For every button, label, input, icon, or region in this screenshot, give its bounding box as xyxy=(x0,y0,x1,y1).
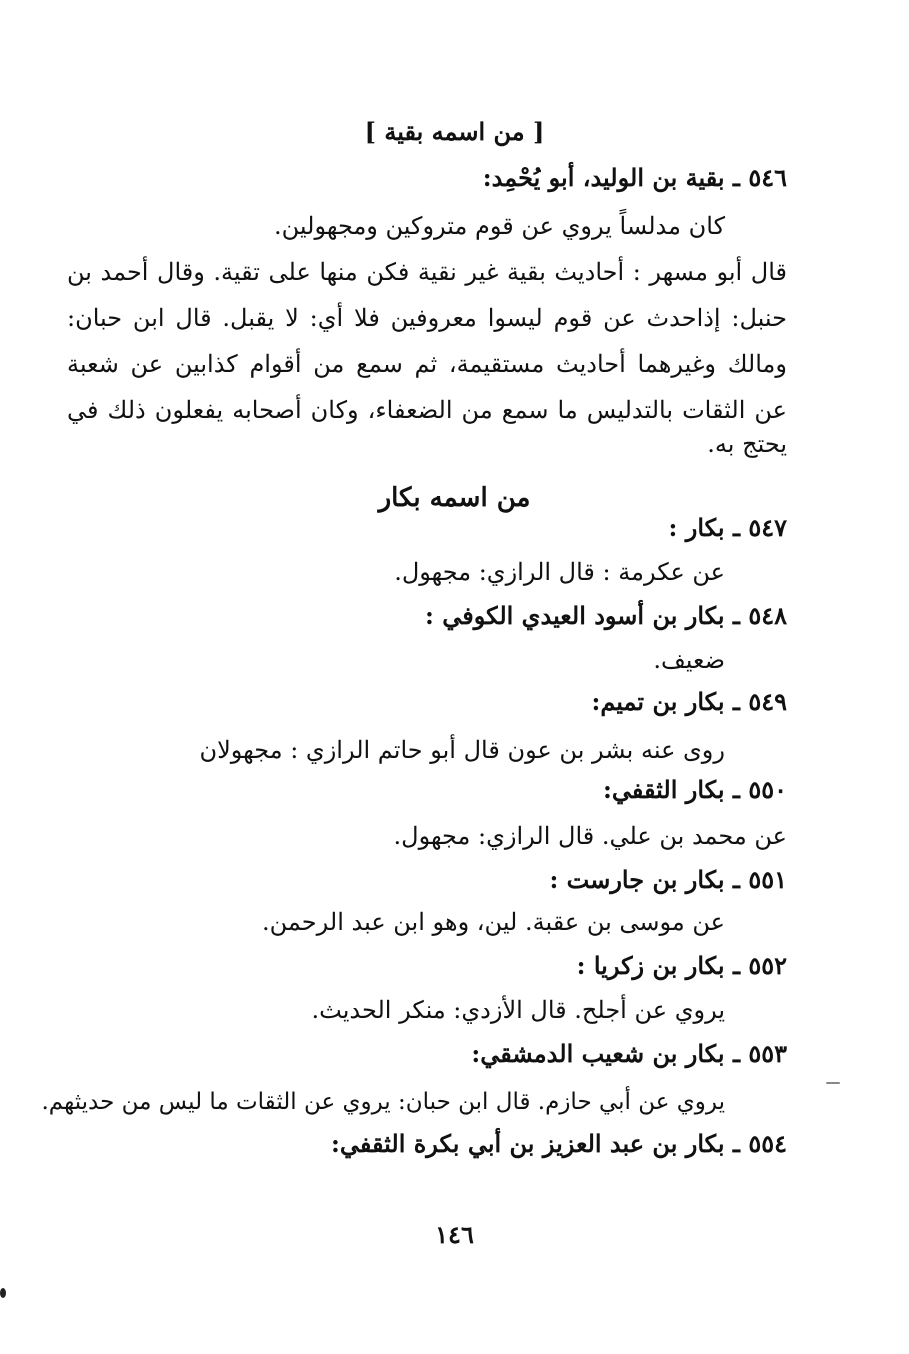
entry-551-title: ٥٥١ ـ بكار بن جارست : xyxy=(549,865,787,894)
section-heading-baqiyya: [ من اسمه بقية ] xyxy=(364,117,545,146)
entry-546-line-3: حنبل: إذاحدث عن قوم ليسوا معروفين فلا أي: لا يقبل. قال ابن حبان: xyxy=(67,304,787,332)
entry-547-title: ٥٤٧ ـ بكار : xyxy=(668,513,787,542)
entry-546-line-5: عن الثقات بالتدليس ما سمع من الضعفاء، وكان أصحابه يفعلون ذلك في xyxy=(67,396,787,424)
entry-554-title: ٥٥٤ ـ بكار بن عبد العزيز بن أبي بكرة الثقفي: xyxy=(331,1129,787,1158)
entry-553-body: يروي عن أبي حازم. قال ابن حبان: يروي عن الثقات ما ليس من حديثهم. xyxy=(41,1089,725,1115)
entry-548-title: ٥٤٨ ـ بكار بن أسود العيدي الكوفي : xyxy=(425,601,787,630)
entry-546-line-1: كان مدلساً يروي عن قوم متروكين ومجهولين. xyxy=(274,212,725,240)
scan-mark xyxy=(826,1082,840,1084)
entry-546-line-6: يحتج به. xyxy=(707,430,787,458)
entry-553-title: ٥٥٣ ـ بكار بن شعيب الدمشقي: xyxy=(471,1039,787,1068)
entry-549-title: ٥٤٩ ـ بكار بن تميم: xyxy=(591,687,787,716)
entry-546-title: ٥٤٦ ـ بقية بن الوليد، أبو يُحْمِد: xyxy=(482,163,787,192)
entry-550-body: عن محمد بن علي. قال الرازي: مجهول. xyxy=(393,822,787,850)
entry-548-body: ضعيف. xyxy=(653,646,725,674)
section-heading-bakkar: من اسمه بكار xyxy=(378,483,531,513)
entry-546-line-4: ومالك وغيرهما أحاديث مستقيمة، ثم سمع من أقوام كذابين عن شعبة xyxy=(67,350,787,378)
entry-549-body: روى عنه بشر بن عون قال أبو حاتم الرازي : مجهولان xyxy=(199,736,725,764)
entry-551-body: عن موسى بن عقبة. لين، وهو ابن عبد الرحمن. xyxy=(262,908,725,936)
entry-547-body: عن عكرمة : قال الرازي: مجهول. xyxy=(394,558,725,586)
page-number: ١٤٦ xyxy=(435,1220,474,1249)
entry-552-title: ٥٥٢ ـ بكار بن زكريا : xyxy=(576,951,787,980)
entry-550-title: ٥٥٠ ـ بكار الثقفي: xyxy=(603,775,787,804)
entry-546-line-2: قال أبو مسهر : أحاديث بقية غير نقية فكن منها على تقية. وقال أحمد بن xyxy=(67,258,787,286)
scan-edge-mark xyxy=(0,1288,6,1298)
entry-552-body: يروي عن أجلح. قال الأزدي: منكر الحديث. xyxy=(311,996,725,1024)
